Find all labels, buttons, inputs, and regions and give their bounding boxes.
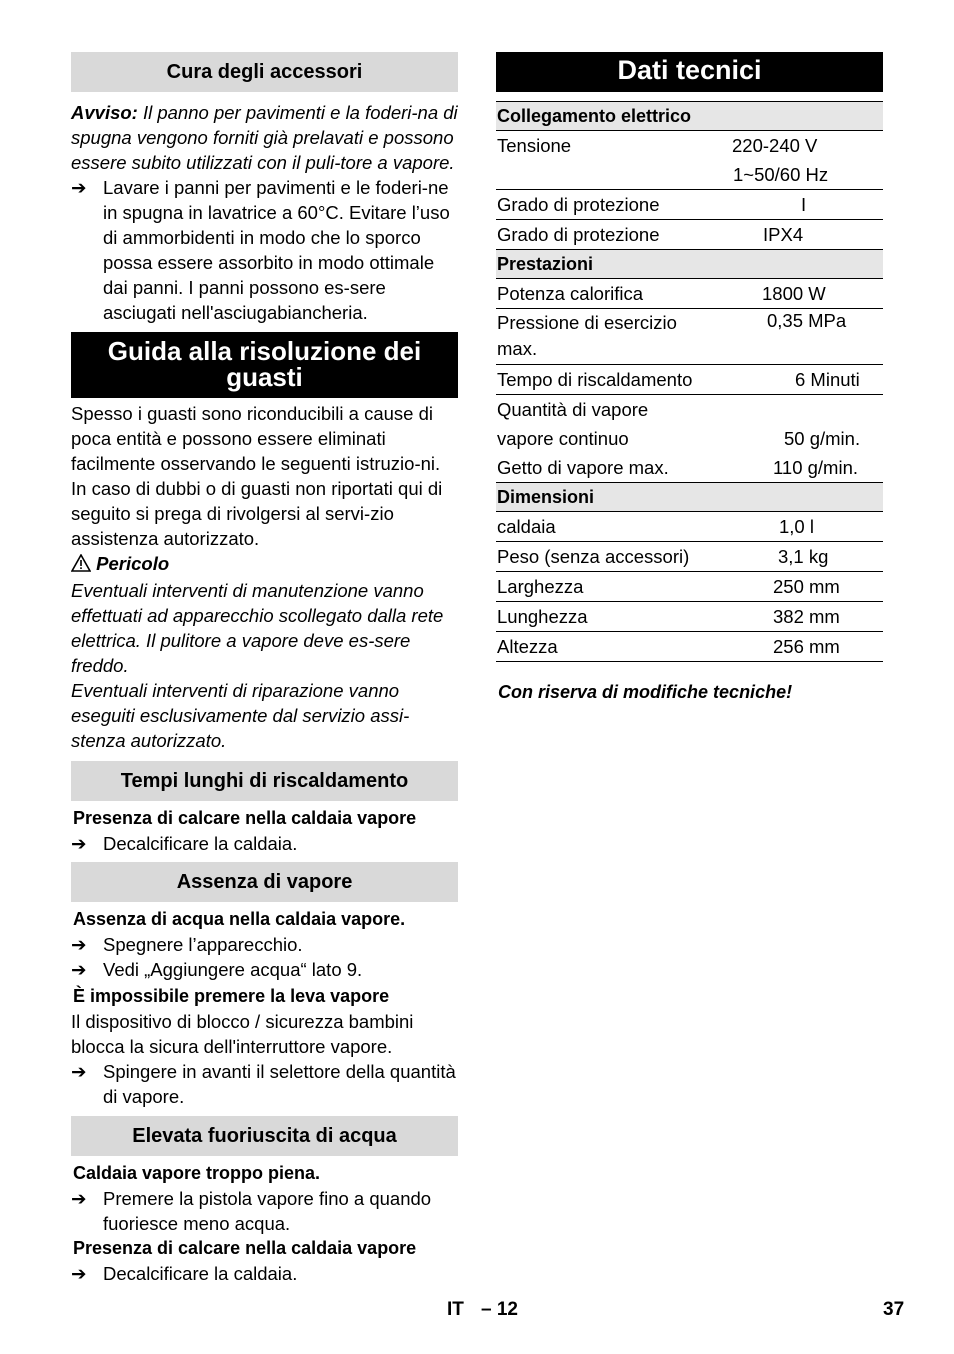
table-row bbox=[496, 395, 883, 425]
lever-cause: È impossibile premere la leva vapore bbox=[73, 986, 390, 1006]
steam-max-value: 110 g/min. bbox=[717, 453, 883, 483]
table-row bbox=[496, 220, 883, 250]
heating-step-text: Decalcificare la caldaia. bbox=[103, 833, 298, 854]
section-heading-no-steam: Assenza di vapore bbox=[71, 862, 458, 902]
arrow-right-icon: ➔ bbox=[71, 177, 87, 198]
category-dimensions: Dimensioni bbox=[496, 483, 883, 512]
boiler-value: 1,0 l bbox=[717, 512, 883, 542]
table-row bbox=[496, 572, 883, 602]
table-row bbox=[496, 160, 883, 190]
voltage-value: 220-240 V bbox=[732, 134, 818, 156]
water-step-1-text: Premere la pistola vapore fino a quando fuoriesce meno acqua. bbox=[103, 1188, 432, 1234]
pressure-label: Pressione di esercizio max. bbox=[496, 309, 717, 365]
water-step-1 bbox=[71, 1186, 458, 1236]
water-step-2-text: Decalcificare la caldaia. bbox=[103, 1263, 298, 1284]
table-row bbox=[496, 453, 883, 483]
length-label: Lunghezza bbox=[496, 602, 717, 632]
table-row bbox=[496, 279, 883, 309]
pressure-value: 0,35 MPa bbox=[717, 309, 883, 365]
table-category-row bbox=[496, 102, 883, 131]
table-row bbox=[496, 602, 883, 632]
table-row bbox=[496, 190, 883, 220]
steam-qty-label: Quantità di vapore bbox=[497, 398, 649, 420]
steam-continuous-label: vapore continuo bbox=[497, 427, 629, 449]
table-category-row bbox=[496, 483, 883, 512]
width-label: Larghezza bbox=[496, 572, 717, 602]
heatup-label: Tempo di riscaldamento bbox=[496, 365, 717, 395]
water-cause-2: Presenza di calcare nella caldaia vapore bbox=[73, 1238, 417, 1258]
water-step-2 bbox=[71, 1261, 458, 1286]
lever-text: Il dispositivo di blocco / sicurezza bambini blocca la sicura dell'interruttore vapore. bbox=[71, 1011, 414, 1057]
table-row bbox=[496, 632, 883, 662]
category-electric: Collegamento elettrico bbox=[496, 102, 883, 131]
left-column bbox=[71, 52, 458, 1286]
heating-power-label: Potenza calorifica bbox=[496, 279, 717, 309]
section-heading-water: Elevata fuoriuscita di acqua bbox=[71, 1116, 458, 1156]
protection-ip-value: IPX4 bbox=[717, 220, 883, 250]
length-value: 382 mm bbox=[717, 602, 883, 632]
arrow-right-icon: ➔ bbox=[71, 934, 87, 955]
table-row bbox=[496, 424, 883, 453]
care-step-text: Lavare i panni per pavimenti e le foderi-ne in spugna in lavatrice a 60°C. Evitare l’uso di ammorbidenti in modo che lo sporco possa essere assorbito in modo ottimale dai panni. I panni possono es-sere asciugati nell'asciugabiancheria. bbox=[103, 177, 450, 323]
footer-language: IT bbox=[447, 1299, 464, 1320]
protection-ip-label: Grado di protezione bbox=[496, 220, 717, 250]
section-heading-heating: Tempi lunghi di riscaldamento bbox=[71, 761, 458, 801]
heating-step bbox=[71, 831, 458, 856]
frequency-value: 1~50/60 Hz bbox=[717, 160, 883, 190]
lever-step bbox=[71, 1059, 458, 1109]
danger-text-1: Eventuali interventi di manutenzione vanno effettuati ad apparecchio scollegato dalla rete elettrica. Il pulitore a vapore deve es-sere freddo. bbox=[71, 580, 444, 676]
table-row bbox=[496, 365, 883, 395]
nosteam-cause: Assenza di acqua nella caldaia vapore. bbox=[73, 909, 406, 929]
nosteam-step-2-text: Vedi „Aggiungere acqua“ lato 9. bbox=[103, 959, 363, 980]
boiler-label: caldaia bbox=[496, 512, 717, 542]
arrow-right-icon: ➔ bbox=[71, 1188, 87, 1209]
category-performance: Prestazioni bbox=[496, 250, 883, 279]
table-row bbox=[496, 309, 883, 365]
height-label: Altezza bbox=[496, 632, 717, 662]
troubleshoot-intro: Spesso i guasti sono riconducibili a cause di poca entità e possono essere eliminati facilmente osservando le seguenti istruzio-ni. In caso di dubbi o di guasti non riportati qui di seguito si prega di rivolgersi al servi-zio assistenza autorizzato. bbox=[71, 403, 443, 549]
protection-class-value: I bbox=[717, 190, 883, 220]
section-heading-care: Cura degli accessori bbox=[71, 52, 458, 92]
weight-value: 3,1 kg bbox=[717, 542, 883, 572]
weight-label: Peso (senza accessori) bbox=[496, 542, 717, 572]
care-note-text: Il panno per pavimenti e la foderi-na di spugna vengono forniti già prelavati e possono essere subito utilizzati con il puli-tore a vapore. bbox=[71, 102, 458, 173]
table-row bbox=[496, 131, 883, 161]
section-heading-tech-data: Dati tecnici bbox=[496, 52, 883, 92]
arrow-right-icon: ➔ bbox=[71, 959, 87, 980]
technical-reservation-note: Con riserva di modifiche tecniche! bbox=[498, 682, 793, 702]
care-note-label: Avviso: bbox=[71, 102, 138, 123]
steam-max-label: Getto di vapore max. bbox=[496, 453, 717, 483]
lever-step-text: Spingere in avanti il selettore della quantità di vapore. bbox=[103, 1061, 456, 1107]
care-note bbox=[71, 100, 458, 175]
nosteam-step-1-text: Spegnere l’apparecchio. bbox=[103, 934, 303, 955]
nosteam-step-2 bbox=[71, 957, 458, 982]
footer-page-number: 37 bbox=[883, 1299, 905, 1320]
arrow-right-icon: ➔ bbox=[71, 1061, 87, 1082]
table-row bbox=[496, 512, 883, 542]
arrow-right-icon: ➔ bbox=[71, 1263, 87, 1284]
danger-label-line bbox=[71, 551, 458, 578]
nosteam-step-1 bbox=[71, 932, 458, 957]
danger-label: Pericolo bbox=[96, 553, 170, 574]
heating-cause: Presenza di calcare nella caldaia vapore bbox=[73, 808, 417, 828]
width-value: 250 mm bbox=[717, 572, 883, 602]
right-column bbox=[496, 52, 883, 705]
warning-triangle-icon bbox=[71, 553, 91, 578]
height-value: 256 mm bbox=[717, 632, 883, 662]
water-cause-1: Caldaia vapore troppo piena. bbox=[73, 1163, 321, 1183]
danger-text-2: Eventuali interventi di riparazione vanno eseguiti esclusivamente dal servizio assi-stenza autorizzato. bbox=[71, 680, 410, 751]
footer-section-page: – 12 bbox=[481, 1299, 518, 1320]
arrow-right-icon: ➔ bbox=[71, 833, 87, 854]
steam-continuous-value: 50 g/min. bbox=[784, 427, 861, 449]
protection-class-label: Grado di protezione bbox=[496, 190, 717, 220]
section-heading-troubleshooting: Guida alla risoluzione dei guasti bbox=[71, 332, 458, 398]
tech-data-table bbox=[496, 101, 883, 662]
heating-power-value: 1800 W bbox=[717, 279, 883, 309]
heatup-value: 6 Minuti bbox=[717, 365, 883, 395]
table-category-row bbox=[496, 250, 883, 279]
care-step bbox=[71, 175, 458, 325]
voltage-label: Tensione bbox=[497, 134, 572, 156]
table-row bbox=[496, 542, 883, 572]
